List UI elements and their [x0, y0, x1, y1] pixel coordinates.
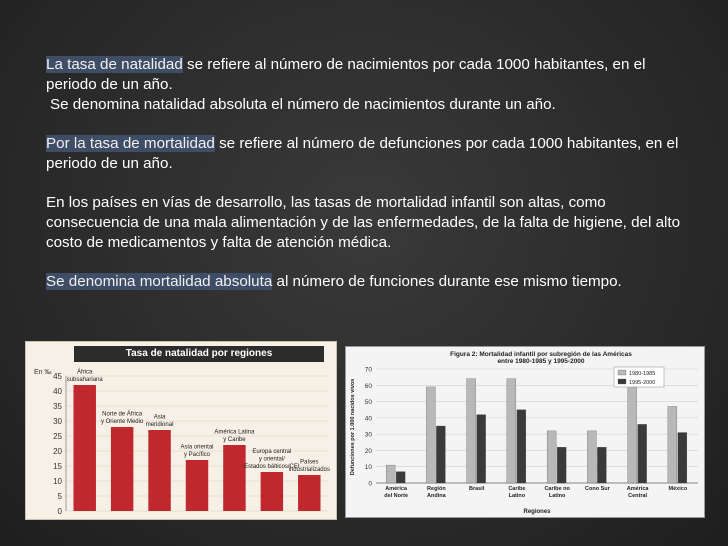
bar	[223, 445, 245, 511]
category-label: Estados bálticos/CEI	[244, 464, 300, 470]
y-tick-label: 20	[53, 447, 62, 456]
y-tick-label: 0	[57, 507, 62, 516]
category-label: y Oriente Medio	[100, 419, 144, 425]
text-mortalidad-def: se refiere al número de defunciones por cada 1000 habitantes, en el periodo de un año.	[46, 135, 679, 172]
bar	[261, 472, 283, 511]
term-tasa-natalidad: La tasa de natalidad	[46, 56, 183, 73]
y-axis-unit-label: En ‰	[34, 369, 52, 376]
y-tick-label: 70	[364, 366, 372, 374]
category-label: Cono Sur	[585, 486, 610, 492]
y-tick-label: 35	[53, 402, 62, 411]
paragraph-mortalidad	[46, 134, 696, 174]
bar	[148, 430, 170, 511]
category-label: Central	[628, 493, 648, 499]
text-natalidad-absoluta: Se denomina natalidad absoluta el número de nacimientos durante un año.	[50, 96, 556, 113]
y-tick-label: 40	[53, 387, 62, 396]
bar-1995-2000	[436, 426, 445, 483]
bar-1995-2000	[517, 410, 526, 483]
category-label: Andina	[427, 493, 446, 499]
y-tick-label: 25	[53, 432, 62, 441]
slide-text	[46, 55, 696, 311]
category-label: África	[77, 369, 93, 376]
category-label: subsahariana	[66, 377, 103, 383]
category-label: Europa central	[252, 449, 292, 455]
category-label: y Caribe	[223, 437, 246, 443]
category-label: industrializados	[288, 467, 330, 473]
y-tick-label: 10	[53, 477, 62, 486]
legend-label: 1980-1985	[629, 371, 656, 377]
bar	[111, 427, 133, 511]
category-label: México	[668, 486, 688, 492]
text-paises-desarrollo: En los países en vías de desarrollo, las tasas de mortalidad infantil son altas, como consecuencia de una mala alimentación y de las enfermedades, de la falta de higiene, del alto costo de medicamentos y falta de atención médica.	[46, 194, 681, 251]
category-label: América Latina	[214, 429, 255, 436]
chart1-title: Tasa de natalidad por regiones	[74, 346, 324, 362]
bar-1980-1985	[628, 377, 637, 483]
term-tasa-mortalidad: Por la tasa de mortalidad	[46, 135, 215, 152]
category-label: Caribe no	[544, 486, 570, 492]
y-tick-label: 60	[364, 382, 372, 390]
text-natalidad-def: se refiere al número de nacimientos por cada 1000 habitantes, en el periodo de un año.	[46, 56, 646, 93]
legend-swatch	[618, 379, 626, 384]
category-label: Latino	[508, 493, 526, 499]
y-tick-label: 45	[53, 372, 62, 381]
y-tick-label: 30	[364, 431, 372, 439]
bar-1980-1985	[386, 465, 395, 483]
y-tick-label: 5	[57, 492, 62, 501]
category-label: América	[626, 486, 649, 492]
bar-1980-1985	[668, 406, 677, 483]
category-label: y Pacífico	[183, 452, 211, 458]
category-label: Latino	[548, 493, 566, 499]
bar-1980-1985	[587, 431, 596, 483]
y-tick-label: 0	[368, 480, 372, 488]
y-tick-label: 10	[364, 464, 372, 472]
birth-rate-chart-svg	[26, 342, 336, 519]
bar-1980-1985	[507, 379, 516, 483]
x-axis-label: Regiones	[523, 509, 551, 515]
y-axis-label: Defunciones por 1.000 nacidos vivos	[350, 378, 356, 476]
category-label: Caribe	[508, 486, 526, 492]
birth-rate-chart	[25, 341, 337, 520]
legend-swatch	[618, 370, 626, 375]
category-label: Región	[427, 486, 446, 492]
bar-1980-1985	[467, 379, 476, 483]
bar-1995-2000	[597, 447, 606, 483]
paragraph-paises	[46, 193, 696, 253]
y-tick-label: 20	[364, 447, 372, 455]
bar-1995-2000	[678, 433, 687, 483]
chart2-title-line: Figura 2: Mortalidad infantil por subregión de las Américas	[450, 351, 632, 358]
category-label: Asia oriental	[180, 444, 214, 451]
category-label: Norte de África	[102, 411, 143, 418]
category-label: Países	[300, 459, 319, 466]
category-label: meridional	[145, 422, 174, 428]
category-label: Brasil	[468, 486, 485, 492]
paragraph-natalidad	[46, 55, 696, 115]
bar-1995-2000	[396, 472, 405, 483]
legend-label: 1995-2000	[629, 380, 656, 386]
bar-1995-2000	[638, 424, 647, 483]
category-label: América	[385, 486, 407, 492]
bar-1995-2000	[557, 447, 566, 483]
category-label: Asia	[153, 414, 166, 421]
y-tick-label: 30	[53, 417, 62, 426]
bar	[298, 475, 320, 511]
infant-mortality-chart-svg	[346, 347, 704, 517]
text-mortalidad-absoluta-def: al número de funciones durante ese mismo tiempo.	[272, 273, 622, 290]
category-label: del Norte	[384, 493, 409, 499]
y-tick-label: 15	[53, 462, 62, 471]
y-tick-label: 40	[364, 415, 372, 423]
category-label: y oriental/	[258, 456, 285, 463]
y-tick-label: 50	[364, 399, 372, 407]
bar-1980-1985	[426, 387, 435, 483]
infant-mortality-chart	[345, 346, 705, 518]
bar-1995-2000	[477, 415, 486, 483]
bar	[73, 385, 95, 511]
bar	[186, 460, 208, 511]
paragraph-mortalidad-absoluta	[46, 272, 696, 292]
term-mortalidad-absoluta: Se denomina mortalidad absoluta	[46, 273, 273, 290]
chart2-title-line: entre 1980-1985 y 1995-2000	[497, 358, 585, 365]
bar-1980-1985	[547, 431, 556, 483]
